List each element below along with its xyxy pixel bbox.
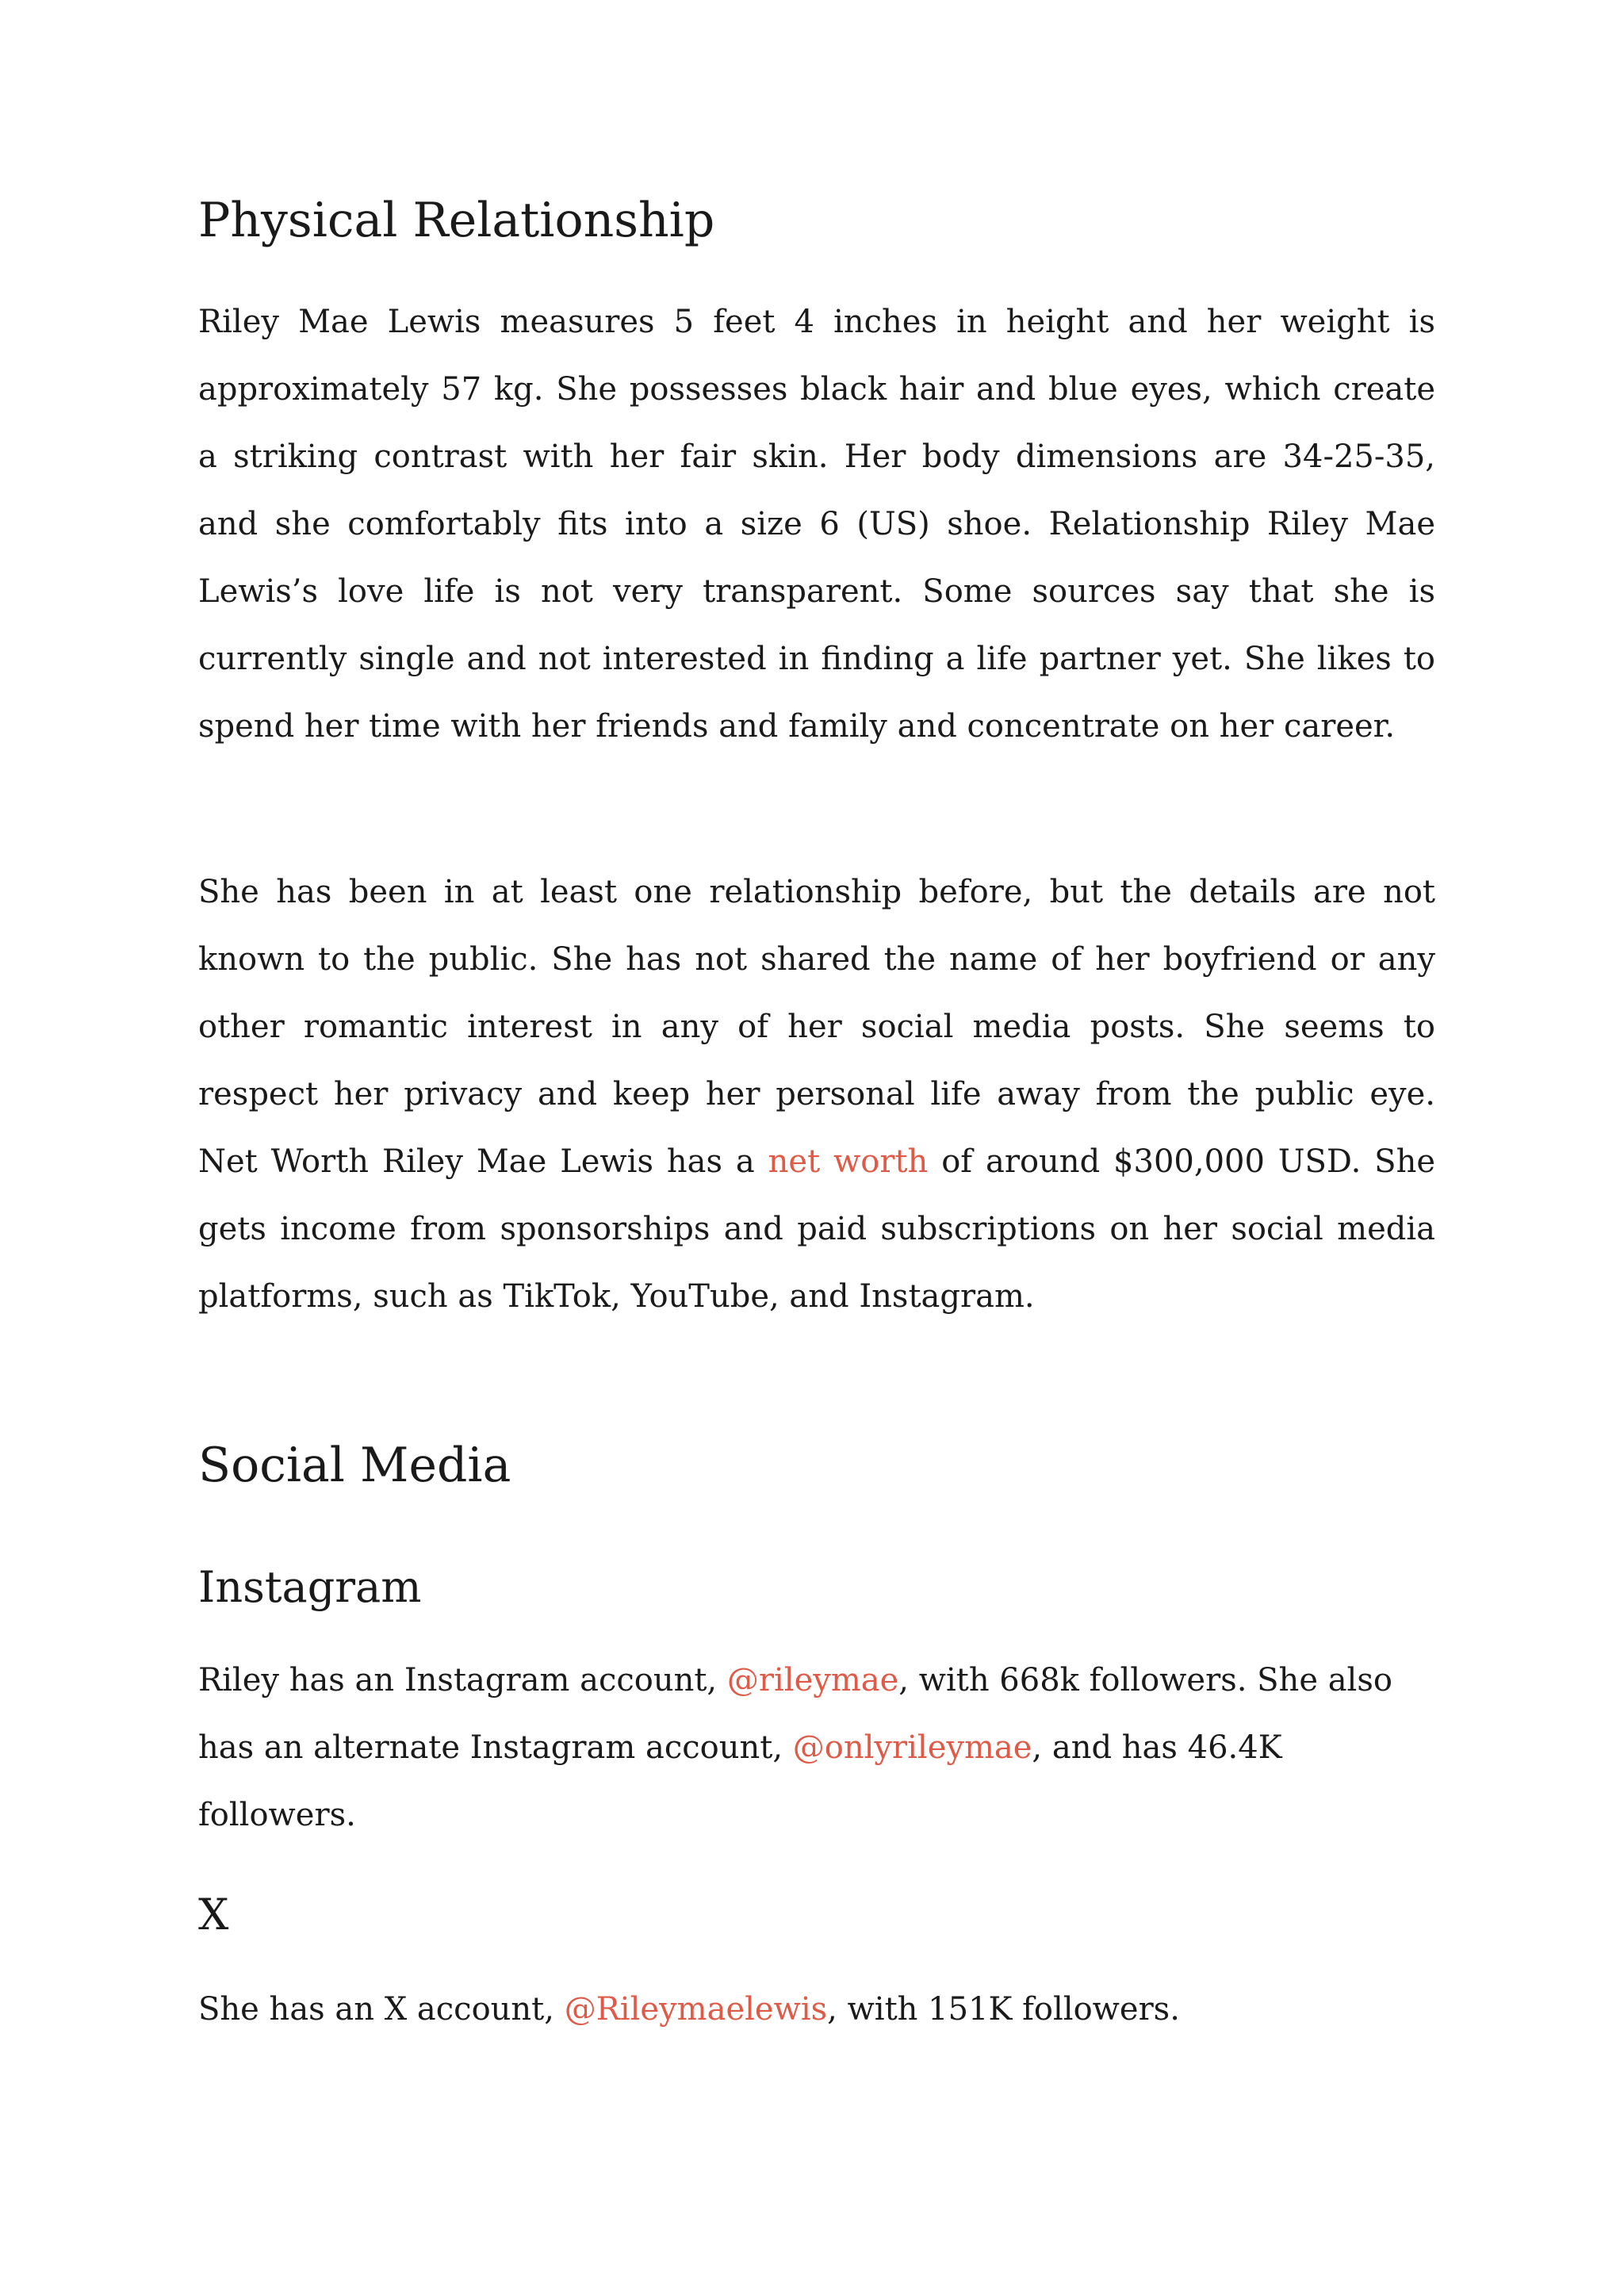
- x-text-a: She has an X account,: [198, 1991, 565, 2028]
- x-text-b: , with 151K followers.: [827, 1991, 1180, 2028]
- paragraph-physical-1: Riley Mae Lewis measures 5 feet 4 inches in height and her weight is approximately 57 kg. She possesses black hair and blue eyes, which create a striking contrast with her fair skin. Her body dimensions are 34-25-35, and she comfortably fits into a size 6 (US) shoe. Relationship Riley Mae Lewis’s love life is not very transparent. Some sources say that she is currently single and not interested in finding a life partner yet. She likes to spend her time with her friends and family and concentrate on her career.: [198, 304, 1435, 745]
- paragraph-physical-2: [198, 859, 1435, 1331]
- onlyrileymae-instagram-link[interactable]: @onlyrileymae: [792, 1729, 1032, 1766]
- heading-instagram: Instagram: [198, 1562, 422, 1612]
- paragraph-physical-2-text-a: She has been in at least one relationship before, but the details are not known to the public. She has not shared the name of her boyfriend or any other romantic interest in any of her social media posts. She seems to respect her privacy and keep her personal life away from the public eye. Net Worth Riley Mae Lewis has a: [198, 874, 1435, 1180]
- heading-x: X: [198, 1890, 229, 1940]
- paragraph-physical-2-text-b: of around $300,000 USD. She gets income from sponsorships and paid subscriptions on her social media platforms, such as TikTok, YouTube, and Instagram.: [198, 1143, 1436, 1315]
- paragraph-instagram: [198, 1647, 1435, 1849]
- heading-physical-relationship: Physical Relationship: [198, 193, 715, 248]
- heading-social-media: Social Media: [198, 1438, 511, 1493]
- rileymae-instagram-link[interactable]: @rileymae: [726, 1662, 899, 1698]
- rileymaelewis-x-link[interactable]: @Rileymaelewis: [564, 1991, 828, 2028]
- instagram-text-c: , and has 46.4K followers.: [198, 1729, 1282, 1833]
- net-worth-link[interactable]: net worth: [768, 1143, 929, 1180]
- paragraph-x: [198, 1976, 1435, 2043]
- instagram-text-a: Riley has an Instagram account,: [198, 1662, 727, 1698]
- instagram-text-b: , with 668k followers. She also has an alternate Instagram account,: [198, 1662, 1392, 1766]
